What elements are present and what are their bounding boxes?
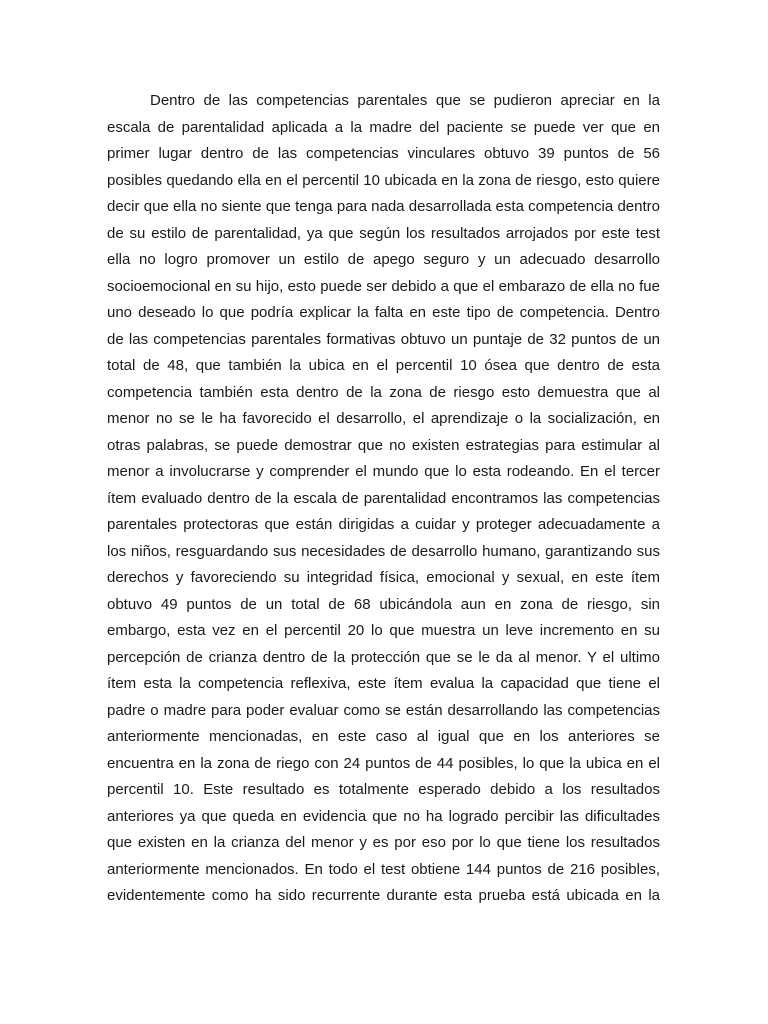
text-line-16: ítem evaluado dentro de la escala de parentalidad encontramos las competencias (107, 489, 660, 507)
text-line-1: Dentro de las competencias parentales que se pudieron apreciar en la (150, 92, 660, 109)
text-line-19: derechos y favoreciendo su integridad física, emocional y sexual, en este ítem (107, 569, 660, 586)
text-line-21: embargo, esta vez en el percentil 20 lo que muestra un leve incremento en su (107, 622, 660, 639)
text-line-10: de las competencias parentales formativas obtuvo un puntaje de 32 puntos de un (107, 330, 660, 348)
text-line-22: percepción de crianza dentro de la protección que se le da al menor. Y el ultimo (107, 648, 660, 666)
text-line-29: que existen en la crianza del menor y es por eso por lo que tiene los resultados (107, 834, 660, 851)
text-line-8: socioemocional en su hijo, esto puede ser debido a que el embarazo de ella no fue (107, 277, 660, 295)
text-line-30: anteriormente mencionados. En todo el test obtiene 144 puntos de 216 posibles, (107, 860, 660, 878)
text-line-12: competencia también esta dentro de la zona de riesgo esto demuestra que al (107, 383, 660, 401)
text-line-4: posibles quedando ella en el percentil 10 ubicada en la zona de riesgo, esto quiere (107, 171, 660, 189)
text-line-14: otras palabras, se puede demostrar que no existen estrategias para estimular al (107, 436, 660, 454)
text-line-20: obtuvo 49 puntos de un total de 68 ubicándola aun en zona de riesgo, sin (107, 595, 660, 613)
body-paragraph (107, 88, 660, 910)
text-line-23: ítem esta la competencia reflexiva, este ítem evalua la capacidad que tiene el (107, 675, 660, 692)
text-line-2: escala de parentalidad aplicada a la madre del paciente se puede ver que en (107, 118, 660, 136)
text-line-7: ella no logro promover un estilo de apego seguro y un adecuado desarrollo (107, 251, 660, 268)
text-line-31: evidentemente como ha sido recurrente durante esta prueba está ubicada en la (107, 887, 660, 904)
text-line-13: menor no se le ha favorecido el desarrollo, el aprendizaje o la socialización, en (107, 410, 660, 427)
text-line-24: padre o madre para poder evaluar como se están desarrollando las competencias (107, 701, 660, 719)
text-line-28: anteriores ya que queda en evidencia que no ha logrado percibir las dificultades (107, 807, 660, 825)
text-line-15: menor a involucrarse y comprender el mundo que lo esta rodeando. En el tercer (107, 463, 660, 480)
text-line-9: uno deseado lo que podría explicar la falta en este tipo de competencia. Dentro (107, 304, 660, 321)
text-line-6: de su estilo de parentalidad, ya que según los resultados arrojados por este test (107, 224, 660, 242)
text-line-5: decir que ella no siente que tenga para nada desarrollada esta competencia dentro (107, 198, 660, 215)
text-line-11: total de 48, que también la ubica en el percentil 10 ósea que dentro de esta (107, 357, 660, 374)
text-line-18: los niños, resguardando sus necesidades de desarrollo humano, garantizando sus (107, 542, 660, 560)
text-line-27: percentil 10. Este resultado es totalmente esperado debido a los resultados (107, 781, 660, 798)
text-line-25: anteriormente mencionadas, en este caso al igual que en los anteriores se (107, 728, 660, 745)
text-line-3: primer lugar dentro de las competencias vinculares obtuvo 39 puntos de 56 (107, 145, 660, 162)
text-line-17: parentales protectoras que están dirigidas a cuidar y proteger adecuadamente a (107, 516, 660, 533)
text-line-26: encuentra en la zona de riego con 24 puntos de 44 posibles, lo que la ubica en el (107, 754, 660, 772)
